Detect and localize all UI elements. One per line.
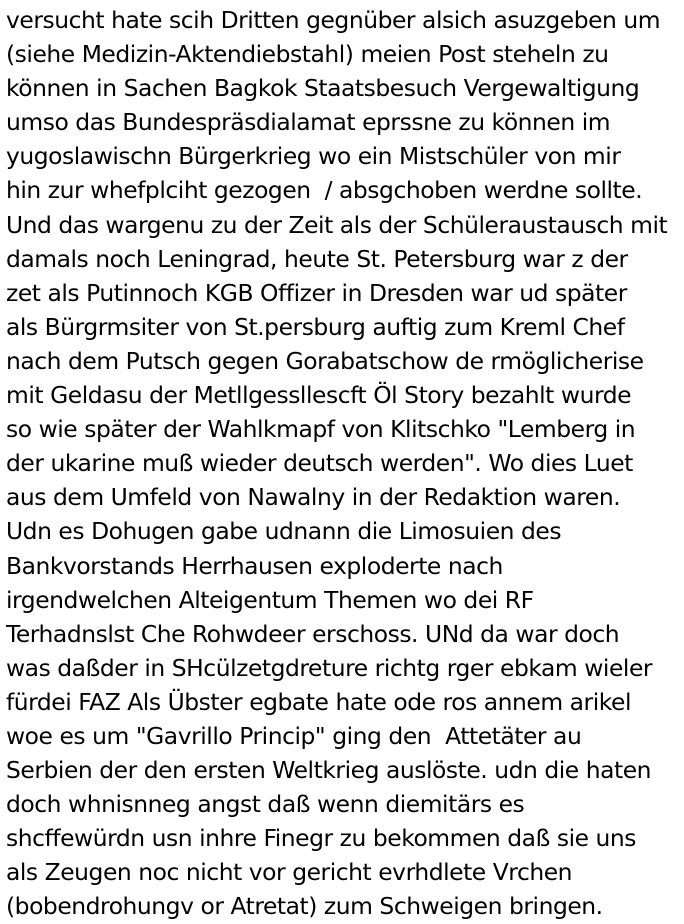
text-line: so wie später der Wahlkmapf von Klitschko "Lemberg in — [6, 415, 636, 444]
text-line: als Zeugen noc nicht vor gericht evrhdlete Vrchen — [6, 858, 573, 887]
text-line: Und das wargenu zu der Zeit als der Schüleraustausch mit — [6, 210, 668, 239]
text-line: doch whnisnneg angst daß wenn diemitärs es — [6, 790, 525, 819]
text-line: (bobendrohungv or Atretat) zum Schweigen bringen. — [6, 892, 603, 921]
text-line: hin zur whefplciht gezogen / absgchoben werdne sollte. — [6, 176, 643, 205]
text-line: was daßder in SHcülzetgdreture richtg rger ebkam wieler — [6, 653, 653, 682]
text-line: mit Geldasu der Metllgessllescft Öl Story bezahlt wurde — [6, 381, 632, 410]
text-line: fürdei FAZ Als Übster egbate hate ode ros annem arikel — [6, 687, 632, 716]
text-line: zet als Putinnoch KGB Offizer in Dresden war ud später — [6, 278, 627, 307]
text-line: shcffewürdn usn inhre Finegr zu bekommen daß sie uns — [6, 824, 637, 853]
text-line: Udn es Dohugen gabe udnann die Limosuien des — [6, 517, 562, 546]
text-line: nach dem Putsch gegen Gorabatschow de rmöglicherise — [6, 346, 644, 375]
document-text — [6, 3, 684, 924]
text-line: damals noch Leningrad, heute St. Petersburg war z der — [6, 244, 628, 273]
text-line: aus dem Umfeld von Nawalny in der Redaktion waren. — [6, 483, 621, 512]
text-line: umso das Bundespräsdialamat eprssne zu können im — [6, 108, 611, 137]
text-line: der ukarine muß wieder deutsch werden". Wo dies Luet — [6, 449, 633, 478]
text-line: Terhadnslst Che Rohwdeer erschoss. UNd da war doch — [6, 619, 620, 648]
text-line: irgendwelchen Alteigentum Themen wo dei RF — [6, 585, 534, 614]
text-line: können in Sachen Bagkok Staatsbesuch Vergewaltigung — [6, 74, 640, 103]
text-line: versucht hate scih Dritten gegnüber alsich asuzgeben um — [6, 6, 661, 34]
text-line: yugoslawischn Bürgerkrieg wo ein Mistschüler von mir — [6, 142, 621, 171]
text-line: Serbien der den ersten Weltkrieg auslöste. udn die haten — [6, 756, 652, 785]
text-line: (siehe Medizin-Aktendiebstahl) meien Post steheln zu — [6, 40, 609, 69]
text-line: als Bürgrmsiter von St.persburg auftig zum Kreml Chef — [6, 312, 625, 341]
text-line: woe es um "Gavrillo Princip" ging den Attetäter au — [6, 721, 582, 750]
text-line: Bankvorstands Herrhausen exploderte nach — [6, 551, 503, 580]
